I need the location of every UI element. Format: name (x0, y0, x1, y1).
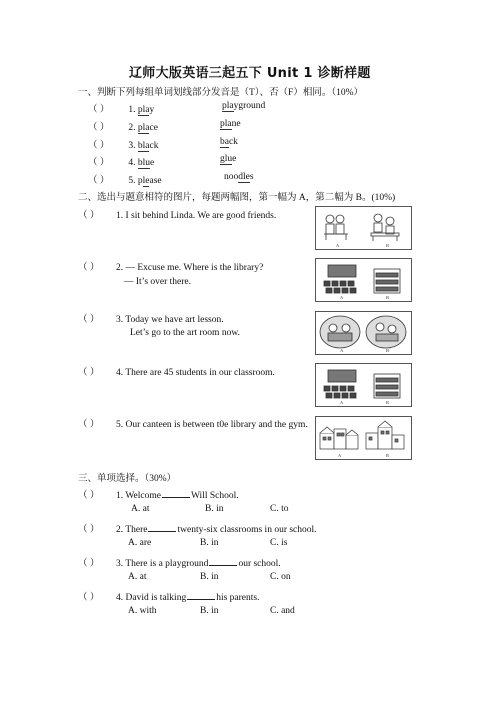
label-a: A (336, 243, 340, 248)
page-title: 辽师大版英语三起五下 Unit 1 诊断样题 (129, 66, 371, 81)
answer-paren[interactable]: （ ） (78, 559, 100, 569)
picture-option-2[interactable] (315, 258, 412, 302)
question-text: 3. Today we have art lesson. (116, 315, 224, 325)
section2-heading: 二、选出与题意相符的图片，每题两幅图，第一幅为 A，第二幅为 B。(10%) (78, 193, 396, 203)
option-b[interactable]: B. in (200, 572, 219, 582)
word1-underlined: blu (137, 158, 151, 168)
word1-post: e (150, 158, 155, 168)
option-a[interactable]: A. with (128, 606, 157, 616)
word1-post: ck (149, 141, 159, 151)
fill-blank[interactable] (148, 522, 176, 532)
word2-pre: noo (224, 172, 239, 182)
fill-blank[interactable] (187, 590, 215, 600)
question-stem-end: our school. (238, 559, 281, 569)
answer-paren[interactable]: （ ） (78, 368, 100, 378)
option-a[interactable]: A. at (128, 572, 147, 582)
answer-paren[interactable]: （ ） (78, 525, 100, 535)
word2-underlined: pla (220, 119, 232, 129)
pronunciation-item (88, 172, 162, 186)
picture-question (78, 207, 276, 221)
students-classroom-image (316, 364, 411, 406)
question-text: 5. Our canteen is between t0e library and the gym. (116, 420, 308, 430)
word2-post: s (249, 172, 254, 182)
picture-question (78, 364, 275, 378)
pronunciation-item (88, 119, 158, 133)
word1-underlined: le (142, 176, 150, 186)
compare-word (220, 137, 238, 147)
picture-option-1[interactable] (315, 206, 412, 250)
word2-underlined: ba (220, 137, 229, 147)
choice-question (78, 521, 317, 535)
compare-word (220, 154, 236, 164)
label-b: B (386, 243, 390, 248)
answer-paren[interactable]: （ ） (88, 158, 110, 168)
word1-underlined: pla (137, 105, 150, 115)
choice-question (78, 487, 239, 501)
question-stem-end: Will School. (190, 491, 239, 501)
item-number: 2. (128, 123, 136, 133)
option-c[interactable]: C. and (270, 606, 295, 616)
question-text-line2: Let’s go to the art room now. (130, 328, 240, 338)
label-b: B (386, 453, 390, 458)
question-stem: 2. There (116, 525, 148, 535)
option-b[interactable]: B. in (205, 504, 224, 514)
word2-underlined: glu (220, 154, 233, 164)
label-b: B (386, 348, 390, 353)
answer-paren[interactable]: （ ） (78, 315, 100, 325)
picture-question (78, 259, 263, 273)
word2-post: e (232, 154, 237, 164)
word2-post: ck (228, 137, 238, 147)
answer-paren[interactable]: （ ） (78, 211, 100, 221)
word2-post: yground (233, 101, 266, 111)
label-a: A (338, 453, 342, 458)
school-buildings-image (316, 417, 411, 459)
word1-post: ase (149, 176, 162, 186)
picture-option-5[interactable] (315, 416, 412, 460)
option-c[interactable]: C. is (270, 538, 288, 548)
picture-question (78, 416, 308, 430)
pronunciation-item (88, 154, 154, 168)
pronunciation-item (88, 137, 158, 151)
answer-paren[interactable]: （ ） (78, 420, 100, 430)
option-c[interactable]: C. on (270, 572, 291, 582)
section1-heading: 一、判断下列每组单词划线部分发音是（T）、否（F）相同。（10%） (78, 88, 364, 98)
picture-question (78, 311, 224, 325)
question-stem-end: twenty-six classrooms in our school. (177, 525, 317, 535)
question-stem: 4. David is talking (116, 593, 187, 603)
kids-sitting-image (316, 207, 411, 249)
answer-paren[interactable]: （ ） (78, 491, 100, 501)
pronunciation-item (88, 101, 154, 115)
item-number: 1. (128, 105, 136, 115)
answer-paren[interactable]: （ ） (88, 123, 110, 133)
item-number: 5. (128, 176, 136, 186)
answer-paren[interactable]: （ ） (78, 263, 100, 273)
answer-paren[interactable]: （ ） (78, 593, 100, 603)
question-stem-end: his parents. (216, 593, 260, 603)
option-b[interactable]: B. in (200, 538, 219, 548)
fill-blank[interactable] (209, 556, 237, 566)
choice-question (78, 555, 281, 569)
answer-paren[interactable]: （ ） (88, 105, 110, 115)
label-a: A (340, 348, 344, 353)
option-c[interactable]: C. to (270, 504, 289, 514)
word1-post: ce (149, 123, 158, 133)
question-text: 2. — Excuse me. Where is the library? (116, 263, 264, 273)
section3-heading: 三、单项选择。（30%） (78, 474, 177, 484)
item-number: 3. (128, 141, 136, 151)
question-text: 4. There are 45 students in our classroom. (116, 368, 275, 378)
question-text-line2: — It’s over there. (124, 277, 192, 287)
word1-underlined: bla (137, 141, 150, 151)
option-a[interactable]: A. are (128, 538, 152, 548)
picture-option-4[interactable] (315, 363, 412, 407)
art-room-image (316, 312, 411, 354)
option-a[interactable]: A. at (131, 504, 150, 514)
word2-underlined: dle (238, 172, 250, 182)
label-a: A (340, 295, 344, 300)
question-stem: 1. Welcome (116, 491, 161, 501)
word1-underlined: pla (137, 123, 150, 133)
label-b: B (386, 400, 390, 405)
question-stem: 3. There is a playground (116, 559, 209, 569)
picture-option-3[interactable] (315, 311, 412, 355)
compare-word (222, 101, 265, 111)
compare-word (224, 172, 254, 182)
word2-post: ne (231, 119, 241, 129)
label-b: B (386, 295, 390, 300)
word2-underlined: pla (222, 101, 234, 111)
label-a: A (340, 400, 344, 405)
choice-question (78, 589, 259, 603)
option-b[interactable]: B. in (200, 606, 219, 616)
answer-paren[interactable]: （ ） (88, 176, 110, 186)
compare-word (220, 119, 241, 129)
answer-paren[interactable]: （ ） (88, 141, 110, 151)
classroom-image (316, 259, 411, 301)
fill-blank[interactable] (162, 488, 190, 498)
word1-post: y (149, 105, 155, 115)
word1-pre: p (137, 176, 143, 186)
question-text: 1. I sit behind Linda. We are good friends. (116, 211, 277, 221)
item-number: 4. (128, 158, 136, 168)
